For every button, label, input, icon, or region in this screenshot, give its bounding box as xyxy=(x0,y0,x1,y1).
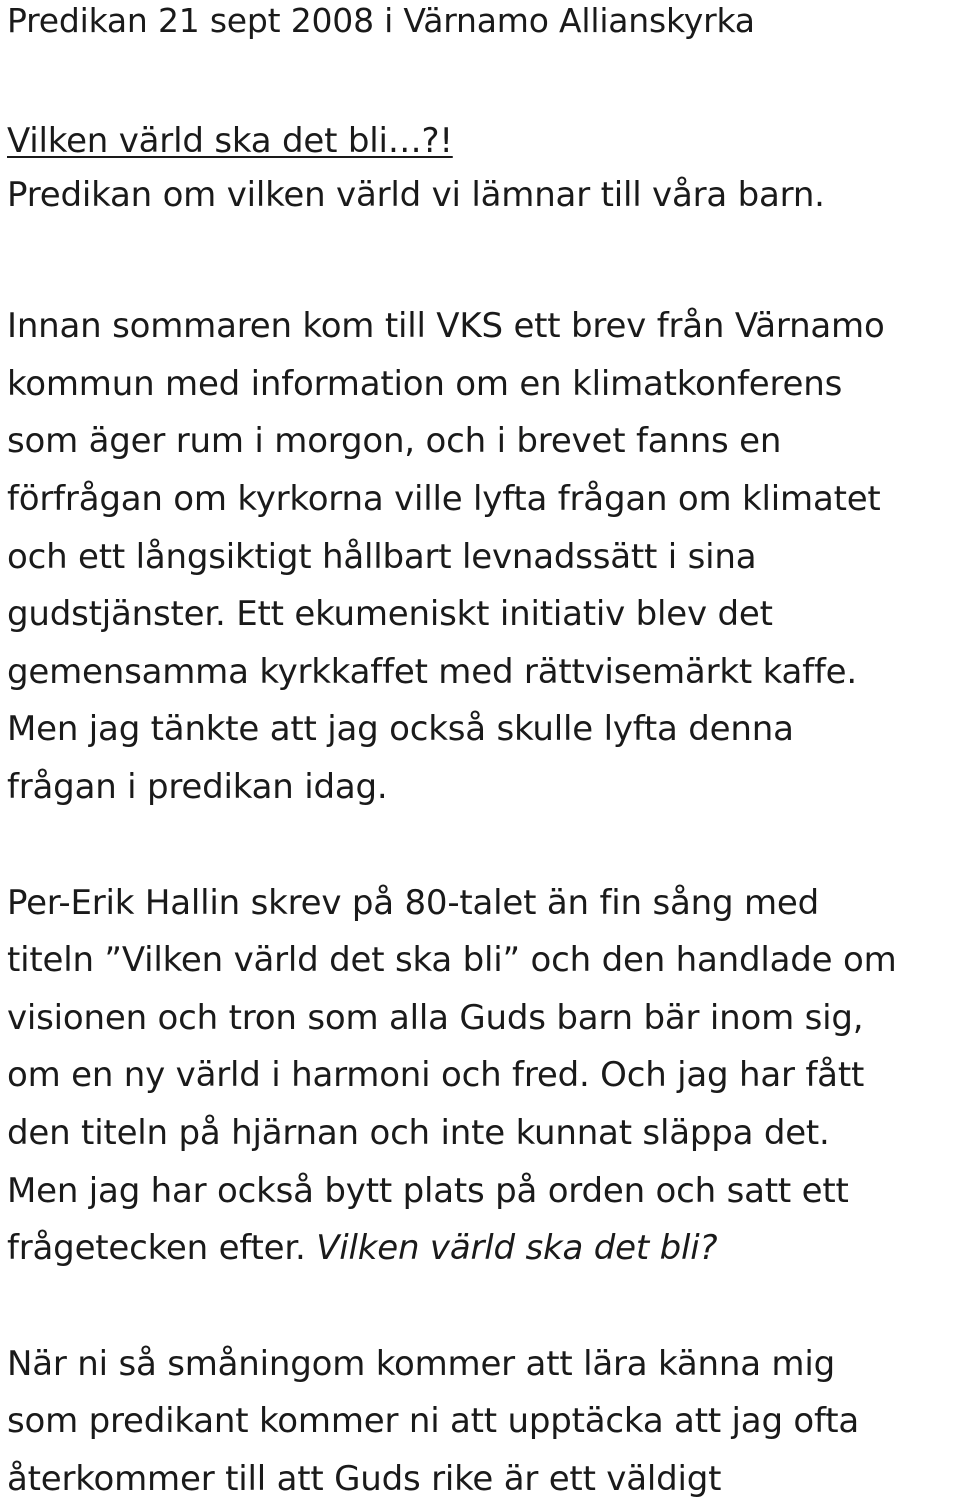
paragraph-line: förfrågan om kyrkorna ville lyfta frågan om klimatet xyxy=(7,478,881,519)
sermon-subtitle: Predikan om vilken värld vi lämnar till våra barn. xyxy=(7,174,825,215)
paragraph-line: Men jag har också bytt plats på orden och satt ett xyxy=(7,1170,849,1211)
paragraph-line: kommun med information om en klimatkonferens xyxy=(7,363,843,404)
paragraph-2 xyxy=(7,875,955,1278)
paragraph-line: gudstjänster. Ett ekumeniskt initiativ blev det xyxy=(7,594,773,635)
paragraph-line: den titeln på hjärnan och inte kunnat släppa det. xyxy=(7,1112,830,1153)
paragraph-line: om en ny värld i harmoni och fred. Och jag har fått xyxy=(7,1055,865,1096)
paragraph-text-italic: Vilken värld ska det bli? xyxy=(316,1228,718,1269)
paragraph-line: frågan i predikan idag. xyxy=(7,766,388,807)
paragraph-line: titeln ”Vilken värld det ska bli” och den handlade om xyxy=(7,940,897,981)
paragraph-line: Men jag tänkte att jag också skulle lyfta denna xyxy=(7,709,794,750)
document-page xyxy=(7,0,955,1508)
paragraph-last-line xyxy=(7,1220,955,1278)
paragraph-text-plain: frågetecken efter. xyxy=(7,1228,317,1269)
paragraph-3 xyxy=(7,1336,955,1508)
paragraph-line: visionen och tron som alla Guds barn bär inom sig, xyxy=(7,997,864,1038)
paragraph-line: Innan sommaren kom till VKS ett brev från Värnamo xyxy=(7,306,885,347)
sermon-title-block xyxy=(7,113,955,171)
paragraph-line: När ni så småningom kommer att lära känna mig xyxy=(7,1343,835,1384)
paragraph-line: återkommer till att Guds rike är ett väldigt xyxy=(7,1458,722,1499)
paragraph-line: och ett långsiktigt hållbart levnadssätt i sina xyxy=(7,536,757,577)
paragraph-line: som äger rum i morgon, och i brevet fanns en xyxy=(7,421,782,462)
paragraph-line: gemensamma kyrkkaffet med rättvisemärkt kaffe. xyxy=(7,651,857,692)
paragraph-1 xyxy=(7,298,955,816)
document-header: Predikan 21 sept 2008 i Värnamo Allianskyrka xyxy=(7,1,755,40)
paragraph-line: Per-Erik Hallin skrev på 80-talet än fin sång med xyxy=(7,882,819,923)
sermon-title[interactable]: Vilken värld ska det bli…?! xyxy=(7,121,453,161)
paragraph-line: som predikant kommer ni att upptäcka att jag ofta xyxy=(7,1401,859,1442)
